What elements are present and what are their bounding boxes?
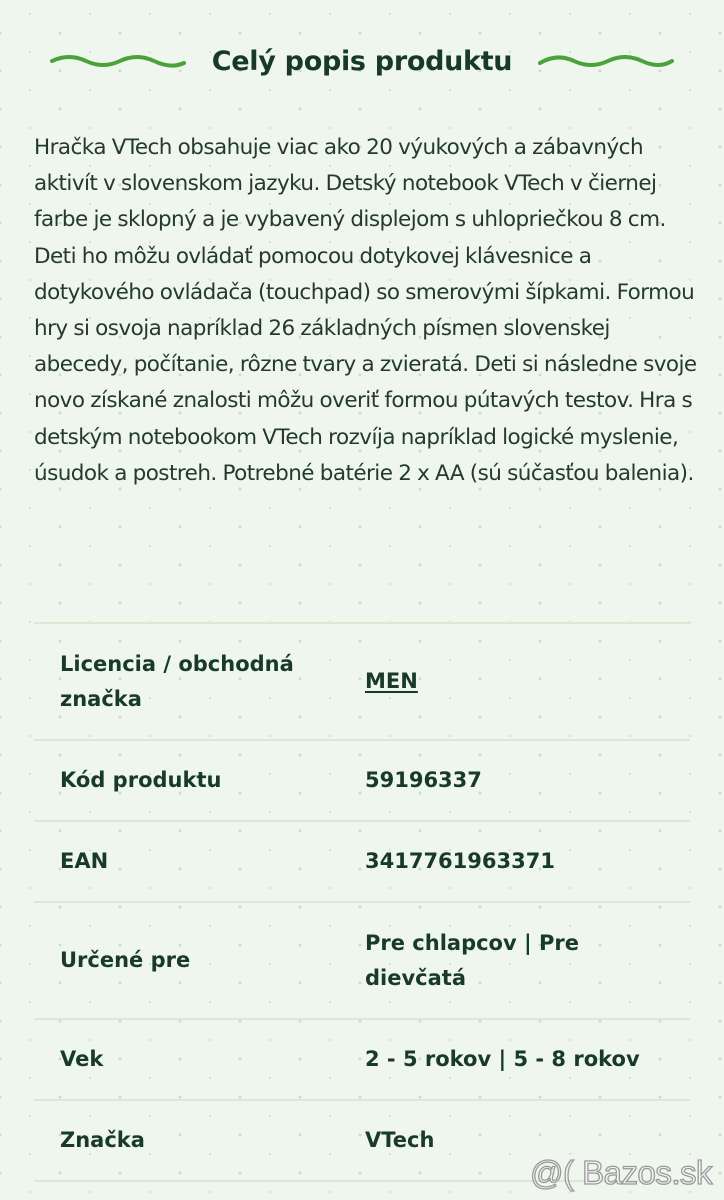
spec-label: Určené pre [60, 948, 191, 972]
spec-label: Kód produktu [60, 768, 222, 792]
spec-label: Vek [60, 1047, 104, 1071]
spec-label: Značka [60, 1128, 145, 1152]
spec-row-age [34, 1020, 690, 1101]
section-header [0, 36, 724, 86]
license-brand-link[interactable]: MEN [365, 669, 418, 693]
spec-label: EAN [60, 849, 109, 873]
spec-value: VTech [365, 1128, 435, 1152]
product-description: Hračka VTech obsahuje viac ako 20 výukových a zábavných aktivít v slovenskom jazyku. Detský notebook VTech v čiernej farbe je sklopný a je vybavený displejom s uhlopriečkou 8 cm. Deti ho môžu ovládať pomocou dotykovej klávesnice a dotykového ovládača (touchpad) so smerovými šípkami. Formou hry si osvoja napríklad 26 základných písmen slovenskej abecedy, počítanie, rôzne tvary a zvieratá. Deti si následne svoje novo získané znalosti môžu overiť formou pútavých testov. Hra s detským notebookom VTech rozvíja napríklad logické myslenie, úsudok a postreh. Potrebné batérie 2 x AA (sú súčasťou balenia). [34, 135, 697, 486]
spec-table [34, 622, 690, 1182]
spec-value: 59196337 [365, 768, 482, 792]
page-title: Celý popis produktu [211, 45, 513, 77]
spec-value: Pre chlapcov | Pre dievčatá [365, 930, 579, 990]
spec-row-product-code [34, 741, 690, 822]
spec-label: Licencia / obchodná značka [60, 651, 294, 711]
spec-value: 3417761963371 [365, 849, 555, 873]
bazos-watermark: @( Bazos.sk [529, 1154, 712, 1191]
spec-row-license [34, 624, 690, 741]
spec-value: 2 - 5 rokov | 5 - 8 rokov [365, 1047, 640, 1071]
spec-row-intended-for [34, 903, 690, 1020]
wave-decoration-left-icon [50, 49, 186, 73]
wave-decoration-right-icon [538, 49, 674, 73]
spec-row-ean [34, 822, 690, 903]
